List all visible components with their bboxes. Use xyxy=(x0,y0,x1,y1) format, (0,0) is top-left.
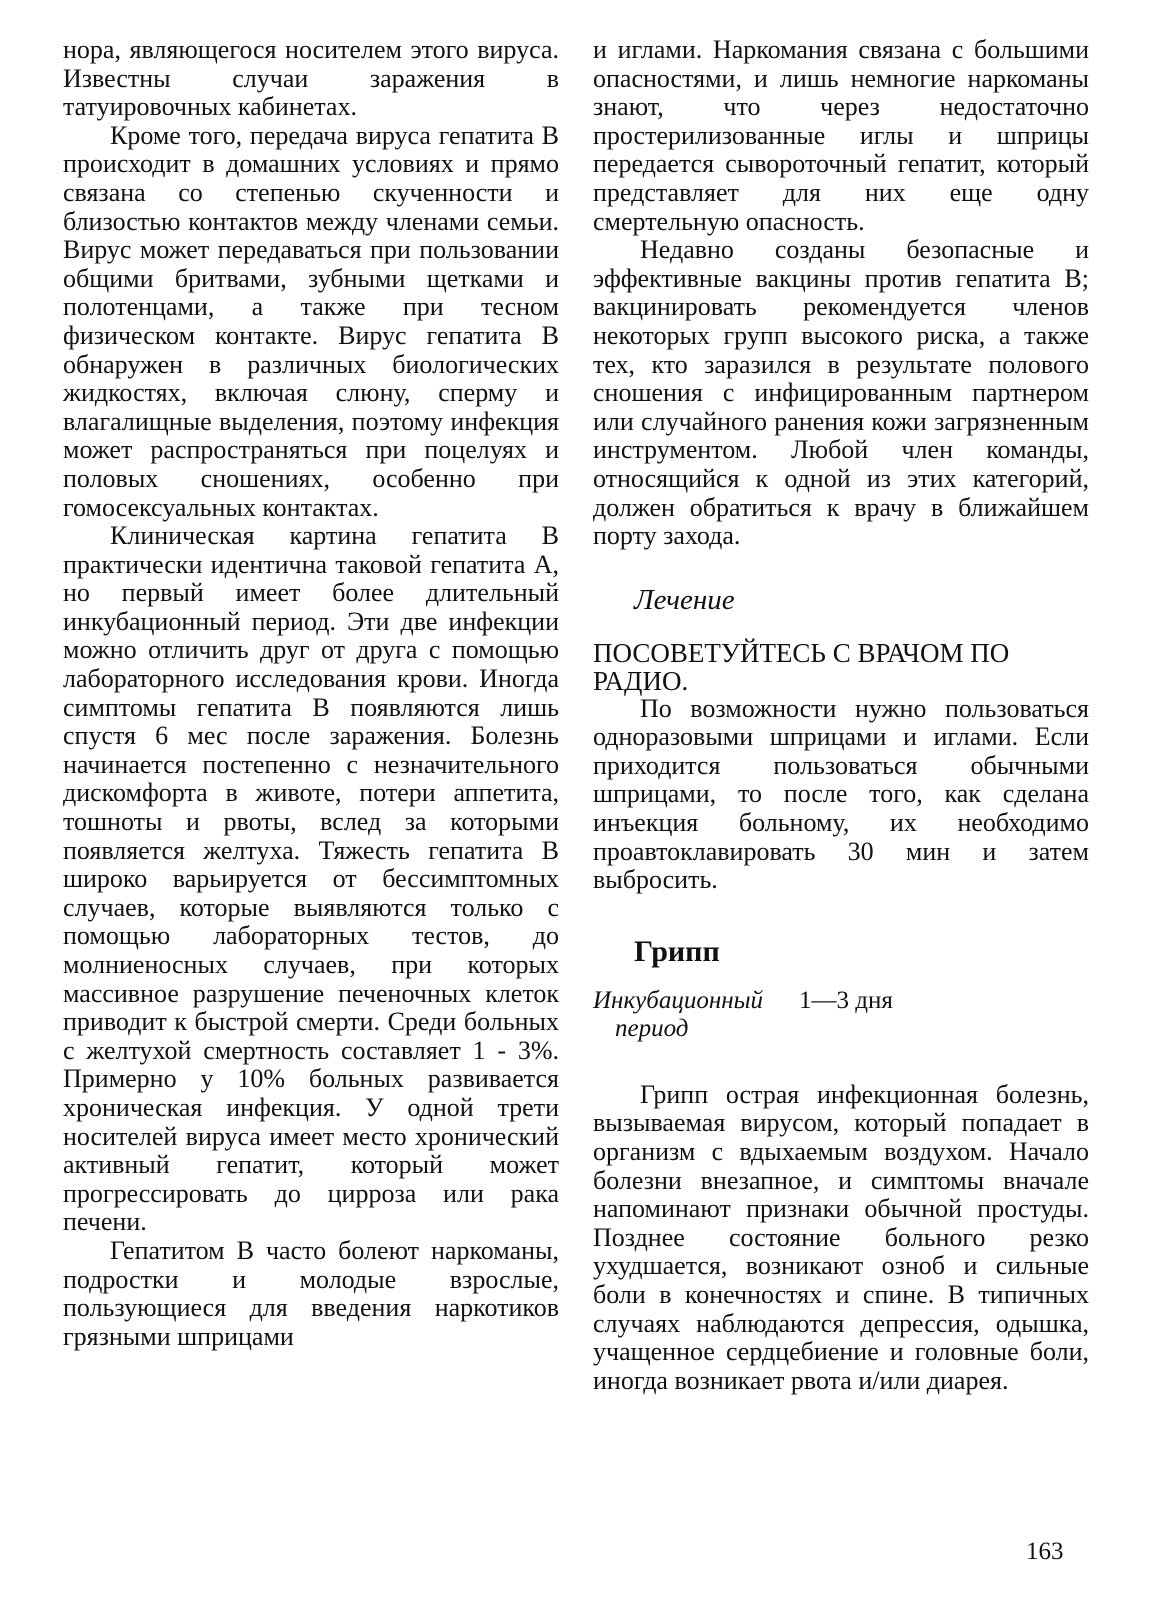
incubation-value: 1—3 дня xyxy=(799,986,893,1014)
paragraph-continuation: нора, являющегося носителем этого вируса. Известны случаи заражения в татуировочных кабинетах. xyxy=(63,35,559,122)
disease-title-influenza: Грипп xyxy=(634,934,720,968)
section-heading-treatment: Лечение xyxy=(634,583,735,616)
incubation-label-line1: Инкубационный xyxy=(593,986,764,1014)
paragraph-needles: и иглами. Наркомания связана с большими опасностями, и лишь немногие наркоманы знают, что через недостаточно простерилизованные иглы и шприцы передается сывороточный гепатит, который представляет для них еще одну смертельную опасность. xyxy=(593,35,1089,236)
radio-advice: ПОСОВЕТУЙТЕСЬ С ВРАЧОМ ПО РАДИО. xyxy=(593,637,1010,696)
left-column xyxy=(63,36,559,1351)
paragraph-influenza-description: Грипп острая инфекционная болезнь, вызываемая вирусом, который попадает в организм с вдыхаемым воздухом. Начало болезни внезапное, и симптомы вначале напоминают признаки обычной простуды. Позднее состояние больного резко ухудшается, возникают озноб и сильные боли в конечностях и спине. В типичных случаях наблюдаются депрессия, одышка, учащенное сердцебиение и головные боли, иногда возникает рвота и/или диарея. xyxy=(593,1079,1089,1395)
incubation-label-line2: период xyxy=(615,1014,689,1042)
paragraph-syringes: По возможности нужно пользоваться одноразовыми шприцами и иглами. Если приходится пользоваться обычными шприцами, то после того, как сделана инъекция больному, их необходимо проавтоклавировать 30 мин и затем выбросить. xyxy=(593,693,1089,895)
paragraph-drug-users: Гепатитом В часто болеют наркоманы, подростки и молодые взрослые, пользующиеся для введения наркотиков грязными шприцами xyxy=(63,1235,559,1351)
page-number: 163 xyxy=(1026,1538,1064,1565)
incubation-period xyxy=(593,987,1089,1043)
paragraph-clinical-picture: Клиническая картина гепатита В практически идентична таковой гепатита А, но первый имеет более длительный инкубационный период. Эти две инфекции можно отличить друг от друга с помощью лабораторного исследования крови. Иногда симптомы гепатита В появляются лишь спустя 6 мес после заражения. Болезнь начинается постепенно с незначительного дискомфорта в животе, потери аппетита, тошноты и рвоты, вслед за которыми появляется желтуха. Тяжесть гепатита В широко варьируется от бессимптомных случаев, которые выявляются только с помощью лабораторных тестов, до молниеносных случаев, при которых массивное разрушение печеночных клеток приводит к быстрой смерти. Среди больных с желтухой смертность составляет 1 - 3%. Примерно у 10% больных развивается хроническая инфекция. У одной трети носителей вируса имеет место хронический активный гепатит, который может прогрессировать до цирроза или рака печени. xyxy=(63,521,559,1237)
paragraph-vaccines: Недавно созданы безопасные и эффективные вакцины против гепатита В; вакцинировать рекомендуется членов некоторых групп высокого риска, а также тех, кто заразился в результате полового сношения с инфицированным партнером или случайного ранения кожи загрязненным инструментом. Любой член команды, относящийся к одной из этих категорий, должен обратиться к врачу в ближайшем порту захода. xyxy=(593,235,1089,551)
paragraph-hepatitis-transmission: Кроме того, передача вируса гепатита В происходит в домашних условиях и прямо связана со степенью скученности и близостью контактов между членами семьи. Вирус может передаваться при пользовании общими бритвами, зубными щетками и полотенцами, а также при тесном физическом контакте. Вирус гепатита В обнаружен в различных биологических жидкостях, включая слюну, сперму и влагалищные выделения, поэтому инфекция может распространяться при поцелуях и половых сношениях, особенно при гомосексуальных контактах. xyxy=(63,120,559,522)
right-column xyxy=(593,36,1089,1395)
incubation-label xyxy=(593,987,793,1043)
